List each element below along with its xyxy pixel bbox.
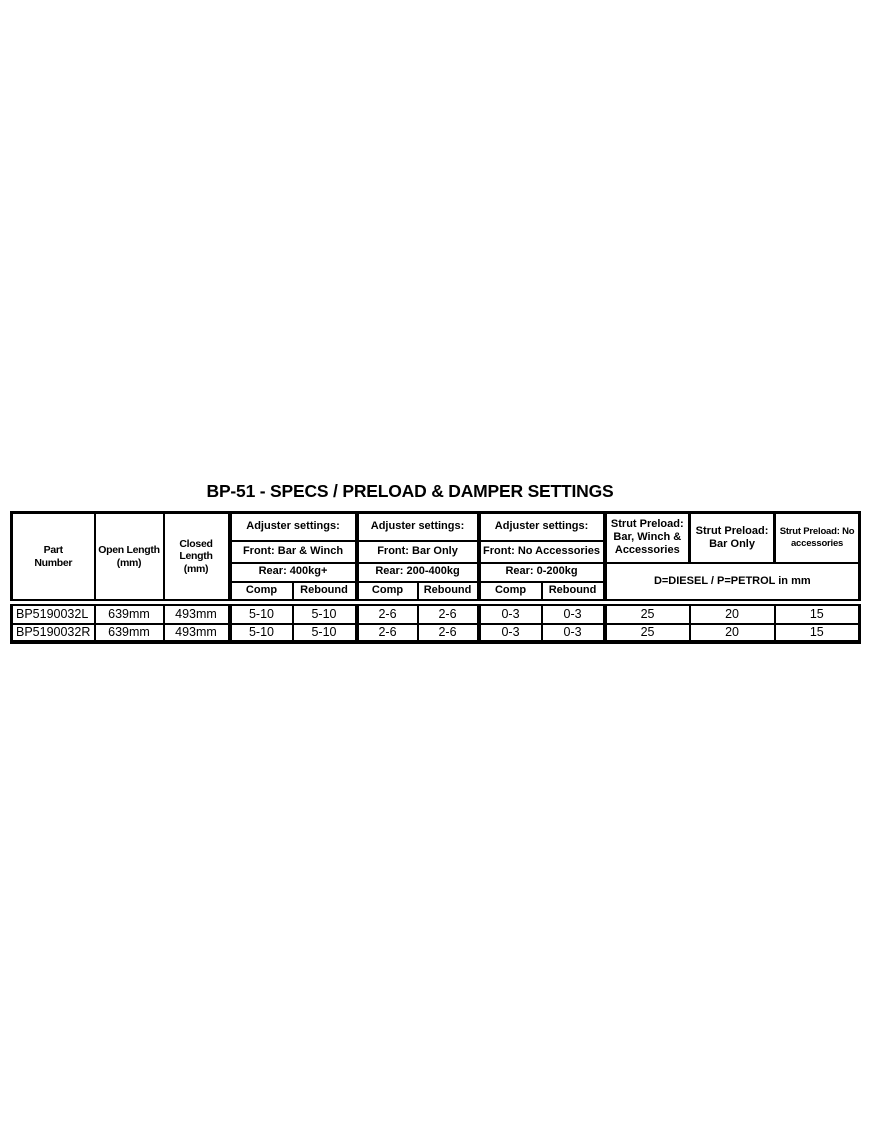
cell-strut-bar-only: 20 (690, 603, 775, 624)
header-comp-1: Comp (230, 582, 293, 603)
cell-strut-bar-winch: 25 (605, 603, 690, 624)
header-rebound-3: Rebound (542, 582, 605, 603)
header-front-2: Front: Bar Only (357, 541, 479, 563)
cell-rebound-3: 0-3 (542, 624, 605, 642)
header-adjuster-settings-3: Adjuster settings: (479, 513, 605, 541)
header-rebound-2: Rebound (418, 582, 479, 603)
header-comp-3: Comp (479, 582, 542, 603)
cell-rebound-3: 0-3 (542, 603, 605, 624)
page-title: BP-51 - SPECS / PRELOAD & DAMPER SETTINGS (206, 481, 614, 501)
cell-rebound-2: 2-6 (418, 603, 479, 624)
header-rear-2: Rear: 200-400kg (357, 563, 479, 582)
cell-comp-1: 5-10 (230, 624, 293, 642)
header-open-length-label: Open Length (mm) (98, 543, 160, 569)
cell-rebound-1: 5-10 (293, 624, 357, 642)
table-header (12, 513, 860, 603)
cell-strut-no-accessories: 15 (775, 624, 860, 642)
table-body (12, 603, 860, 642)
cell-comp-3: 0-3 (479, 624, 542, 642)
cell-strut-no-accessories: 15 (775, 603, 860, 624)
header-row-adjuster (12, 513, 860, 541)
header-adjuster-settings-2: Adjuster settings: (357, 513, 479, 541)
header-comp-2: Comp (357, 582, 418, 603)
header-part-number (12, 513, 95, 603)
cell-open-length: 639mm (95, 624, 164, 642)
header-open-length (95, 513, 164, 603)
header-rear-1: Rear: 400kg+ (230, 563, 357, 582)
header-part-number-label: Part Number (34, 543, 73, 569)
header-rear-3: Rear: 0-200kg (479, 563, 605, 582)
table-row-bp5190032r (12, 624, 860, 642)
cell-part-number: BP5190032R (12, 624, 95, 642)
header-front-1: Front: Bar & Winch (230, 541, 357, 563)
specs-table (10, 511, 861, 644)
cell-comp-2: 2-6 (357, 603, 418, 624)
cell-strut-bar-only: 20 (690, 624, 775, 642)
cell-rebound-1: 5-10 (293, 603, 357, 624)
header-strut-preload-bar-only: Strut Preload: Bar Only (690, 513, 775, 563)
cell-closed-length: 493mm (164, 624, 230, 642)
header-rebound-1: Rebound (293, 582, 357, 603)
header-strut-preload-bar-winch: Strut Preload: Bar, Winch & Accessories (605, 513, 690, 563)
header-adjuster-settings-1: Adjuster settings: (230, 513, 357, 541)
cell-open-length: 639mm (95, 603, 164, 624)
table-row-bp5190032l (12, 603, 860, 624)
cell-comp-2: 2-6 (357, 624, 418, 642)
header-closed-length-label: Closed Length (mm) (179, 537, 213, 575)
cell-comp-1: 5-10 (230, 603, 293, 624)
header-strut-preload-no-accessories: Strut Preload: No accessories (775, 513, 860, 563)
cell-closed-length: 493mm (164, 603, 230, 624)
header-closed-length (164, 513, 230, 603)
cell-rebound-2: 2-6 (418, 624, 479, 642)
cell-comp-3: 0-3 (479, 603, 542, 624)
cell-part-number: BP5190032L (12, 603, 95, 624)
header-front-3: Front: No Accessories (479, 541, 605, 563)
cell-strut-bar-winch: 25 (605, 624, 690, 642)
header-preload-note: D=DIESEL / P=PETROL in mm (605, 563, 860, 603)
